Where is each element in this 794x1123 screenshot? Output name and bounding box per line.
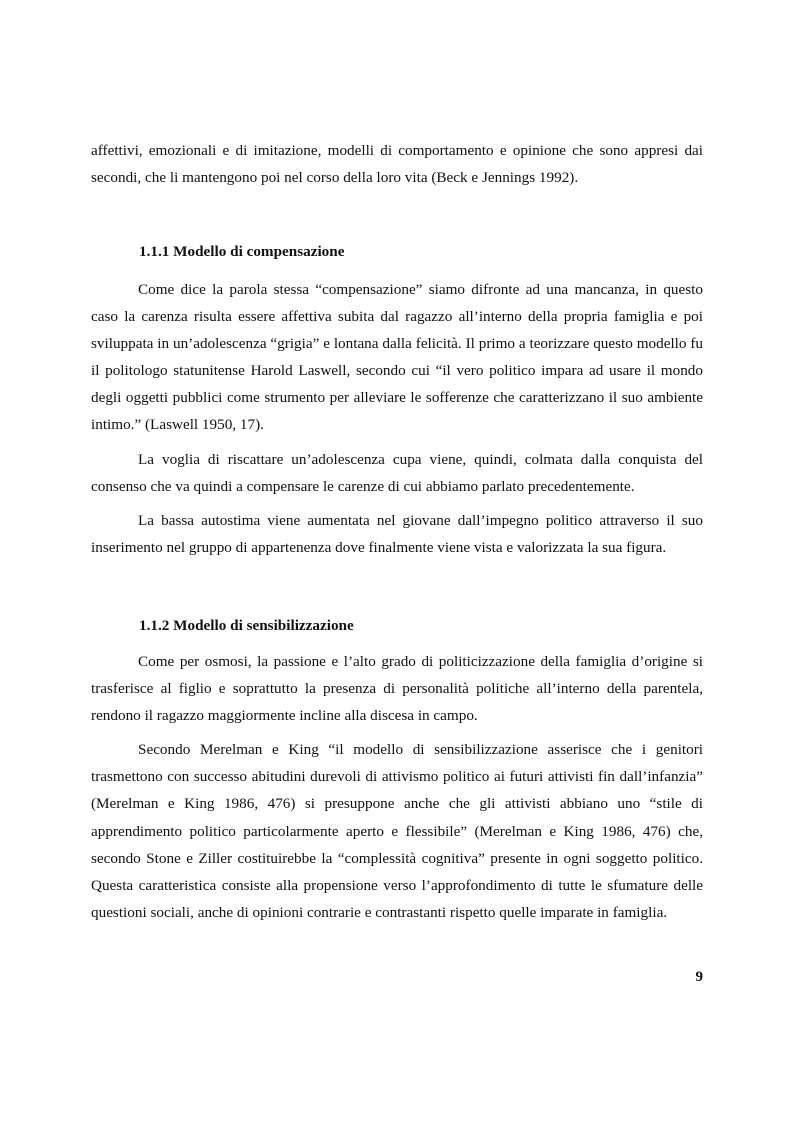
body-paragraph: La bassa autostima viene aumentata nel giovane dall’impegno politico attraverso il suo inserimento nel gruppo di appartenenza dove finalmente viene vista e valorizzata la sua figura. xyxy=(91,511,703,556)
body-paragraph: La voglia di riscattare un’adolescenza cupa viene, quindi, colmata dalla conquista del consenso che va quindi a compensare le carenze di cui abbiamo parlato precedentemente. xyxy=(91,450,703,495)
body-paragraph: Secondo Merelman e King “il modello di sensibilizzazione asserisce che i genitori trasmettono con successo abitudini durevoli di attivismo politico ai futuri attivisti fin dall’infanzia” (Merelman e King 1986, 476) si presuppone anche che gli attivisti abbiano uno “stile di apprendimento politico particolarmente aperto e flessibile” (Merelman e King 1986, 476) che, secondo Stone e Ziller costituirebbe la “complessità cognitiva” presente in ogni soggetto politico. Questa caratteristica consiste alla propensione verso l’approfondimento di tutte le sfumature delle questioni sociali, anche di opinioni contrarie e contrastanti rispetto quelle imparate in famiglia. xyxy=(91,741,703,921)
section-body-sensibilizzazione xyxy=(91,648,703,933)
section-heading-sensibilizzazione: 1.1.2 Modello di sensibilizzazione xyxy=(139,617,354,634)
intro-paragraph: affettivi, emozionali e di imitazione, modelli di comportamento e opinione che sono appresi dai secondi, che li mantengono poi nel corso della loro vita (Beck e Jennings 1992). xyxy=(91,142,703,187)
body-paragraph: Come per osmosi, la passione e l’alto grado di politicizzazione della famiglia d’origine si trasferisce al figlio e soprattutto la presenza di personalità politiche all’interno della parentela, rendono il ragazzo maggiormente incline alla discesa in campo. xyxy=(91,653,703,725)
section-heading-compensazione: 1.1.1 Modello di compensazione xyxy=(139,243,345,260)
body-paragraph: Come dice la parola stessa “compensazione” siamo difronte ad una mancanza, in questo caso la carenza risulta essere affettiva subita dal ragazzo all’interno della propria famiglia e poi sviluppata in un’adolescenza “grigia” e lontana dalla felicità. Il primo a teorizzare questo modello fu il politologo statunitense Harold Laswell, secondo cui “il vero politico impara ad usare il mondo degli oggetti pubblici come strumento per alleviare le sofferenze che caratterizzano il suo ambiente intimo.” (Laswell 1950, 17). xyxy=(91,281,703,434)
intro-block xyxy=(91,137,703,198)
page-number: 9 xyxy=(695,969,703,985)
section-body-compensazione xyxy=(91,276,703,568)
